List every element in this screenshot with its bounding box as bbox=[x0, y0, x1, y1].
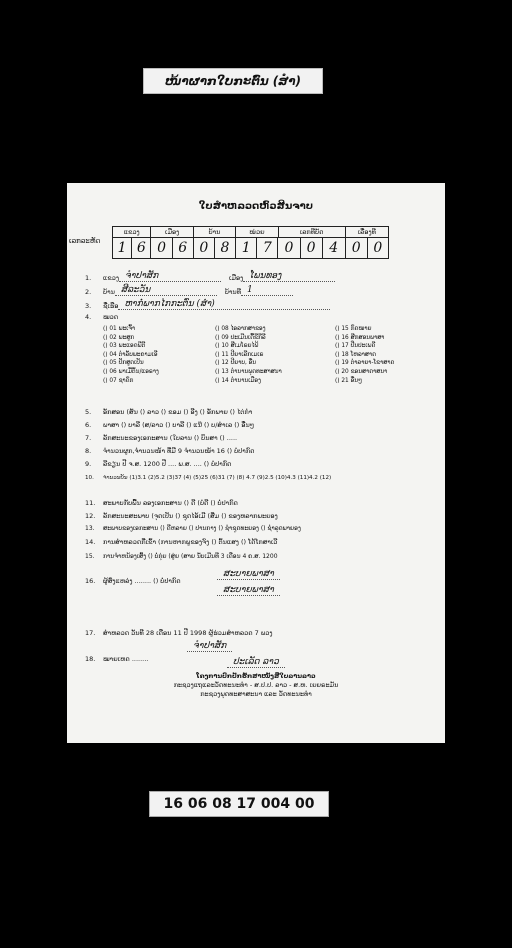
line-text: ຈຳນວນບັນ (1)3.1 (2)5.2 (3)37 (4) (5)25 (6)31 (7) (8) 4.7 (9)2.5 (10)4.3 (11)4.2 (12) bbox=[103, 475, 332, 481]
category-label: ໝວດ bbox=[103, 313, 119, 321]
hand-note-3 bbox=[187, 641, 232, 652]
code-box bbox=[69, 226, 389, 259]
title-value: ຫາກໍ່ພາກໄກກະຕົ່ນ (ສຳ) bbox=[118, 299, 330, 310]
footer-stamp bbox=[67, 672, 445, 699]
option[interactable]: () 10 ສີເມໂຣຍໄຟ້ bbox=[215, 343, 259, 350]
code-col-province: ແຂວງ bbox=[113, 227, 151, 238]
footer-line: ໂຄງການປົກປັກຮັກສາໜັງສືໃບລານລາວ bbox=[196, 672, 316, 680]
hand-note: ສະບາຍພາສາ bbox=[217, 585, 280, 596]
row-label: ບ້ານ bbox=[103, 288, 115, 296]
option[interactable]: () 21 ອື່ນໆ bbox=[335, 377, 362, 384]
code-col-district: ເມືອງ bbox=[151, 227, 193, 238]
village-value: ສີລະວັນ bbox=[115, 285, 217, 296]
row-num: 18. bbox=[85, 655, 96, 663]
line-condition bbox=[85, 499, 427, 507]
line-count bbox=[85, 447, 427, 455]
row-num: 1. bbox=[85, 274, 92, 282]
row-num: 11. bbox=[85, 499, 96, 507]
row-category bbox=[85, 313, 427, 321]
line-date bbox=[85, 460, 427, 468]
code-digit: 0 bbox=[278, 238, 300, 258]
row-num: 13. bbox=[85, 525, 95, 532]
row-province bbox=[85, 271, 427, 282]
province-value: ຈຳປາສັກ bbox=[119, 271, 221, 282]
row-num: 17. bbox=[85, 629, 96, 637]
line-text: ຜູ້ສົ່ງແຫລ່ງ ........ () ບໍ່ປາກົດ bbox=[103, 577, 181, 585]
row-num: 9. bbox=[85, 460, 92, 468]
code-digit: 0 bbox=[301, 238, 323, 258]
line-material bbox=[85, 434, 427, 442]
code-col-number: ເລກທີບັດ bbox=[279, 227, 346, 238]
option[interactable]: () 14 ຕຳນານເມືອງ bbox=[215, 377, 261, 384]
row-village bbox=[85, 285, 427, 296]
line-text: ໝາຍເຫດ ........ bbox=[103, 655, 149, 663]
option[interactable]: () 17 ປີ່ນປະເພດີ bbox=[335, 343, 376, 350]
line-text: ພາສາ () ບາລີ (ສ/ລາວ () ບາລີ () ແນ໊ () ບ/ສໍາເລ () ອື່ນໆ bbox=[103, 421, 255, 429]
code-digit: 0 bbox=[346, 238, 368, 258]
options-col-2 bbox=[215, 325, 282, 385]
line-text: ອັກສອນ (ສັນ () ລາວ () ຂອມ () ອີງ () ອັກພາຍ () ໄຕ່ກໍາ bbox=[103, 408, 253, 416]
row-num: 4. bbox=[85, 313, 92, 321]
line-text: ສຳຫລວດ ວັນທີ 28 ເດືອນ 11 ປີ 1998 ຜູ້ຮ່ວມສຳຫລວດ 7 ພວງ bbox=[103, 629, 273, 637]
row-num: 10. bbox=[85, 475, 94, 481]
code-digit: 0 bbox=[151, 238, 172, 258]
code-head bbox=[113, 227, 388, 238]
row-num: 5. bbox=[85, 408, 92, 416]
line-text: ການສຳຫລວດກີ່ເຂົ້າ (ການຫາກພູຂອງຈົງ () ຕົ້ນແສງ () ໂດ້ໂກສາເວີ bbox=[103, 538, 278, 546]
form-title: ໃບສຳຫລວດຫົວສິນຈາບ bbox=[198, 201, 314, 212]
line-leaves bbox=[85, 475, 427, 481]
option[interactable]: () 07 ຊາດົກ bbox=[103, 377, 134, 384]
footer-line: ກະຊວງແຖແລະວັດທະນະທຳ - ສ.ປ.ປ. ລາວ - ສ.ຫ. ເຍຍຣະມັນ bbox=[173, 681, 339, 689]
code-digit: 8 bbox=[215, 238, 236, 258]
code-digit: 6 bbox=[173, 238, 194, 258]
row-num: 16. bbox=[85, 577, 96, 585]
code-digit: 0 bbox=[373, 240, 383, 256]
header-label: ໜ້າຜາກໃບກະຕົ່ນ (ສຳ) bbox=[143, 68, 323, 94]
code-digit: 1 bbox=[236, 238, 257, 258]
option[interactable]: () 09 ປະເມີນເດື້ຂີກີລີ bbox=[215, 334, 266, 341]
code-digit: 4 bbox=[323, 238, 346, 258]
line-text: ຈຳນວນຜູກ,ຈຳນວນໜ້າ ທີ່ມີ 9 ຈຳນວນໜ້າ 16 () ບໍ່ປາກົດ bbox=[103, 447, 255, 455]
code-col-story: ເລື່ອງທີ bbox=[346, 227, 388, 238]
survey-form-sheet bbox=[67, 183, 445, 743]
line-state bbox=[85, 525, 427, 532]
village-no-label: ບ້ານທີ bbox=[224, 288, 241, 296]
line-text: ລັກສະນະສະພາບ (ຈຸດເປັນ () ຊຸດໄອ້ເມີ (ສີ່ມ () ຂອງຫລາກພະຍອງ bbox=[103, 512, 278, 520]
row-num: 6. bbox=[85, 421, 92, 429]
hand-note: ຈຳປາສັກ bbox=[187, 641, 232, 652]
option[interactable]: () 01 ພະເຈົ້າ bbox=[103, 326, 136, 332]
line-text: ສະພາບກັບພື້ນ ລອງເອກະສານ () ດີ (ບໍ່ດີ () ບໍ່ປາກົດ bbox=[103, 499, 238, 507]
option[interactable]: () 20 ຂອນສາດາສນາ bbox=[335, 368, 388, 375]
option[interactable]: () 16 ສີກສອນພາສາ bbox=[335, 334, 385, 341]
hand-note-2 bbox=[217, 585, 280, 596]
row-num: 7. bbox=[85, 434, 92, 442]
code-digit: 0 bbox=[194, 238, 215, 258]
code-digit: 7 bbox=[257, 238, 278, 258]
option[interactable]: () 03 ພະແອດພີຕີ bbox=[103, 343, 146, 350]
code-digit: 1 bbox=[113, 238, 132, 258]
option[interactable]: () 06 ພາເມີ້ຕົ້ນ/ແອຣາງ bbox=[103, 368, 159, 375]
hand-note: ສະບາຍພາສາ bbox=[217, 569, 280, 580]
row-label: ແຂວງ bbox=[103, 274, 119, 282]
options-col-3 bbox=[335, 325, 394, 385]
row-label: ຊື່ເຮືອ bbox=[103, 302, 119, 310]
bottom-code-label: 16 06 08 17 004 00 bbox=[149, 791, 329, 817]
option[interactable]: () 02 ພະສູກ bbox=[103, 334, 135, 341]
option[interactable]: () 08 ໄອລາກສາຂອງ bbox=[215, 326, 266, 332]
option[interactable]: () 11 ປີຍາເລີກເມເຣ bbox=[215, 351, 264, 358]
row-num: 12. bbox=[85, 512, 96, 520]
district-value: ໂພນທອງ bbox=[243, 271, 335, 282]
option[interactable]: () 12 ປີຍາບ, ອື່ນ bbox=[215, 360, 257, 367]
footer-line: ກະຊວງພຸດທະສາສະນາ ແລະ ວັດທະນະທຳ bbox=[200, 690, 312, 698]
option[interactable]: () 04 ຕຳລັບພະຄາມເອີ bbox=[103, 351, 158, 358]
line-text: ການຈຳຫນ້ອງເສົ້ງ () ບໍ່ກຸ່ຍ (ສູ່ຍ (ສາຍ ນັບເມີນທີ 3 ເດືອນ 4 ຄ.ສ. 1200 bbox=[103, 553, 278, 560]
code-digit: 6 bbox=[132, 238, 151, 258]
option[interactable]: () 19 ຕຳລາຍາ-ໂຂາສາດ bbox=[335, 360, 395, 367]
row-title bbox=[85, 299, 427, 310]
district-label: ເມືອງ bbox=[228, 274, 244, 282]
row-num: 8. bbox=[85, 447, 92, 455]
hand-note-1 bbox=[217, 569, 280, 580]
village-no-value: 1 bbox=[241, 285, 293, 296]
code-col-unit: ໜ່ວຍ bbox=[236, 227, 278, 238]
line-text: ລັກສະນະຂອງເອກະສານ (ໃບລານ () ບິນສາ () ..... bbox=[103, 434, 238, 442]
option[interactable]: () 05 ປັກສູດເປັນ bbox=[103, 360, 144, 367]
hand-note-4 bbox=[227, 657, 285, 668]
line-script bbox=[85, 408, 427, 416]
option[interactable]: () 15 ກົດໝາຍ bbox=[335, 326, 372, 332]
hand-note: ປະເລັດ ລາວ bbox=[227, 657, 285, 668]
line-text: ລີຂຽນ ປີ ຈ.ສ. 1200 ປີ .... ພ.ສ. .... () ບໍ່ປາກົດ bbox=[103, 460, 232, 468]
line-storage bbox=[85, 553, 427, 560]
row-num: 14. bbox=[85, 538, 96, 546]
line-language bbox=[85, 421, 427, 429]
line-text: ສະພາບຂອງເອກະສານ () ດີຫລາຍ () ປານກາງ () ຊຳຊຸດທະຍອງ () ຊຳລຸດພາຍອງ bbox=[103, 525, 301, 532]
code-col-village: ບ້ານ bbox=[194, 227, 236, 238]
option[interactable]: () 13 ຕຳນານພຸດທະສາສນາ bbox=[215, 368, 282, 375]
options-col-1 bbox=[103, 325, 159, 385]
row-num: 2. bbox=[85, 288, 92, 296]
option[interactable]: () 18 ໂຫລາສາດ bbox=[335, 351, 376, 358]
line-survey bbox=[85, 538, 427, 546]
category-options bbox=[103, 325, 423, 395]
row-num: 15. bbox=[85, 553, 95, 560]
code-digits bbox=[113, 238, 388, 258]
line-surveyed bbox=[85, 629, 427, 637]
code-label: ເລກລະຫັດ bbox=[69, 237, 101, 245]
line-form bbox=[85, 512, 427, 520]
row-num: 3. bbox=[85, 302, 92, 310]
